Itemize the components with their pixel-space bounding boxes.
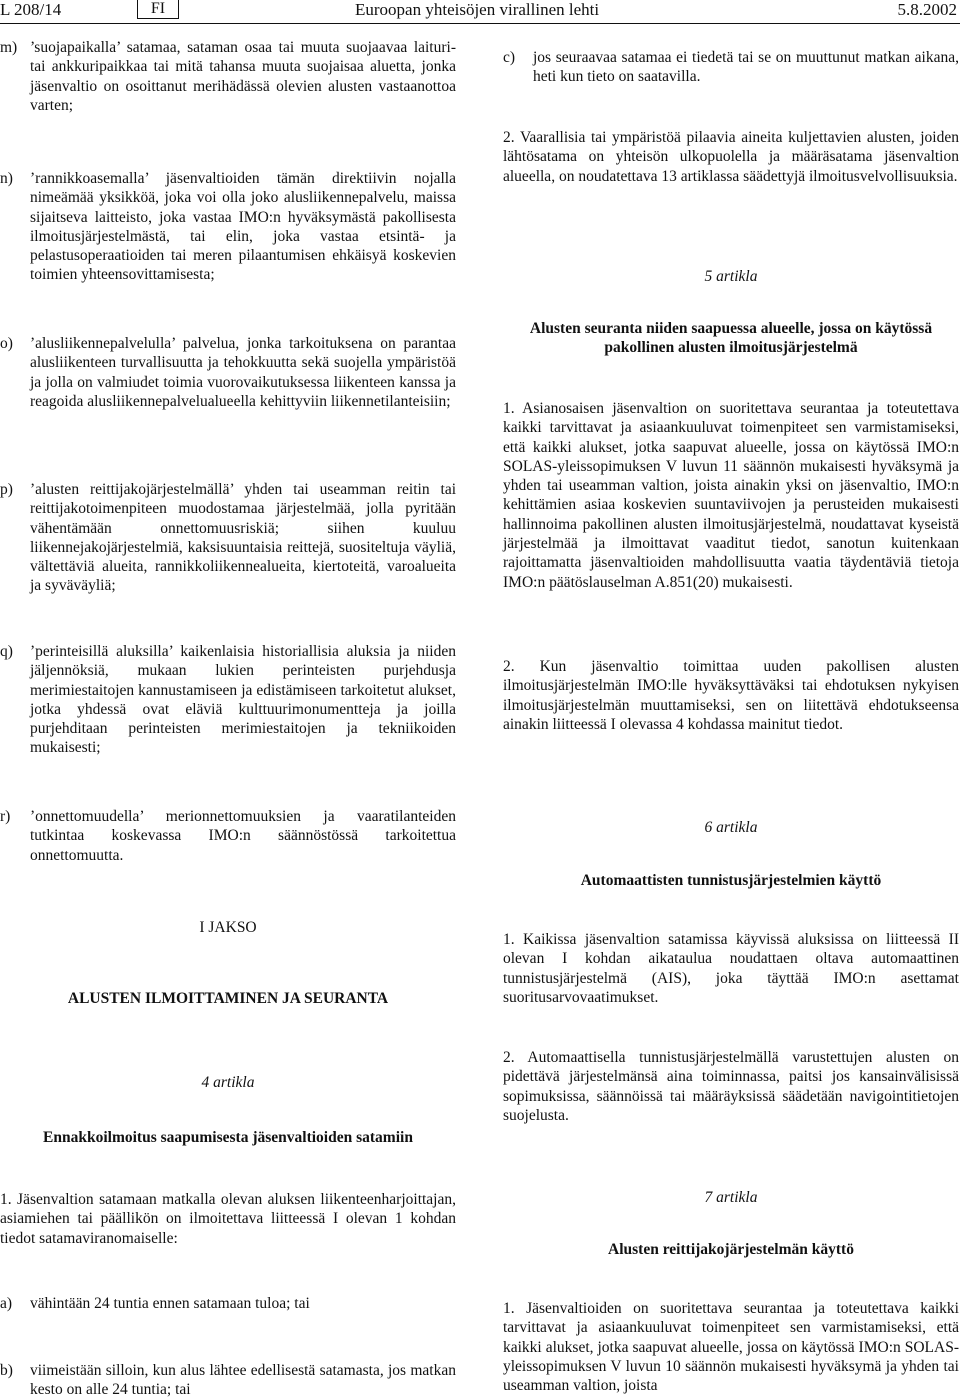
article-6-number: 6 artikla: [704, 819, 758, 836]
definition-r: [0, 807, 456, 865]
article-6-paragraph-1: 1. Kaikissa jäsenvaltion satamissa käyvissä aluksissa on liitteessä II olevan I kohdan aikataulua noudattaen oltava automaattinen tunnistusjärjestelmä (AIS), joka täyttää IMO:n asettamat suoritusarvovaatimukset.: [503, 931, 959, 1006]
item-label: r): [0, 808, 11, 825]
article-7-title: Alusten reittijakojärjestelmän käyttö: [608, 1241, 854, 1258]
left-column: [0, 38, 456, 1399]
item-label: b): [0, 1362, 13, 1379]
item-label: p): [0, 481, 13, 498]
item-text: ’alusten reittijakojärjestelmällä’ yhden tai useamman reitin tai reittijakotoimenpiteen muodostamaa järjestelmää, jolla pyritään vähentämään onnettomuusriskiä; siihen kuuluu liikennejakojärjestelmiä, kaksisuuntaisia reittejä, suositeltuja väyliä, vältettäviä alueita, rannikkoliikennealueita, kiertoteitä, varoalueita ja syväväyliä;: [30, 481, 456, 595]
language-box: FI: [137, 0, 179, 19]
list-item-a: [0, 1294, 456, 1313]
header-rule: [0, 23, 960, 24]
item-label: a): [0, 1295, 13, 1312]
article-5-number: 5 artikla: [704, 268, 758, 285]
article-4-paragraph-2: 2. Vaarallisia tai ympäristöä pilaavia aineita kuljettavien alusten, joiden lähtösatama on yhteisön ulkopuolella ja määräsatama jäsenvaltion alueella, on noudatettava 13 artiklassa säädettyjä ilmoitusvelvollisuuksia.: [503, 129, 959, 185]
item-text: ’rannikkoasemalla’ jäsenvaltioiden tämän direktiivin nojalla nimeämää yksikköä, joka voi olla joko alusliikennepalvelu, maissa sijaitseva laitteisto, joka vastaa IMO:n hyväksymästä pakollisesta ilmoitusjärjestelmästä, tai elin, joka vastaa etsintä- ja pelastusoperaatioiden tai meren pilaantumisen ehkäisyä koskevien toimien yhteensovittamisesta;: [30, 170, 456, 284]
item-text: viimeistään silloin, kun alus lähtee edellisestä satamasta, jos matkan kesto on alle 24 tuntia; tai: [30, 1362, 456, 1399]
article-4-number: 4 artikla: [201, 1074, 255, 1091]
item-text: jos seuraavaa satamaa ei tiedetä tai se on muuttunut matkan aikana, heti kun tieto on saatavilla.: [533, 49, 959, 86]
article-5-paragraph-2: 2. Kun jäsenvaltio toimittaa uuden pakollisen alusten ilmoitusjärjestelmän IMO:lle hyväksyttäväksi tai ehdotuksen nykyisen ilmoitusjärjestelmän muuttamiseksi, sen on liitettävä ehdotukseensa ainakin liitteessä I olevassa 4 kohdassa mainitut tiedot.: [503, 658, 959, 733]
article-7-paragraph-1: 1. Jäsenvaltioiden on suoritettava seurantaa ja toteutettava kaikki tarvittavat ja asiaankuuluvat toimenpiteet sen varmistamiseksi, että kaikki alukset, jotka saapuvat alueelle, jossa on käytössä IMO:n SOLAS-yleissopimuksen V luvun 10 säännön mukaisesti hyväksymä ja yhden tai useamman valtion, joista: [503, 1300, 959, 1395]
item-text: ’suojapaikalla’ satamaa, sataman osaa tai muuta suojaavaa laituri- tai ankkuripaikkaa tai mitä tahansa muuta suojaisaa aluetta, jonka jäsenvaltio on osoittanut merihädässä olevien alusten vastaanottoa varten;: [30, 39, 456, 114]
page-header: [0, 0, 960, 22]
section-title: ALUSTEN ILMOITTAMINEN JA SEURANTA: [67, 990, 389, 1007]
item-text: ’alusliikennepalvelulla’ palvelua, jonka tarkoituksena on parantaa alusliikenteen turvallisuutta ja tehokkuutta sekä suojella ympäristöä ja jolla on valmiudet toimia vuorovaikutuksessa liikenteen kanssa ja reagoida alusliikennepalvelualueella kehittyviin liikennetilanteisiin;: [30, 335, 456, 410]
item-text: ’onnettomuudella’ merionnettomuuksien ja vaaratilanteiden tutkintaa koskevassa IMO:n säännöstössä tarkoitettua onnettomuutta.: [30, 808, 456, 864]
item-label: n): [0, 170, 13, 187]
right-column: [503, 38, 959, 1399]
definition-q: [0, 642, 456, 758]
definition-n: [0, 169, 456, 285]
item-text: ’perinteisillä aluksilla’ kaikenlaisia historiallisia aluksia ja niiden jäljennöksiä, mukaan lukien perinteisten purjehdusja merimiestaitojen kannustamiseen ja edistämiseen tarkoitetut alukset, jotka yhdessä ovat eläviä kulttuurimonumentteja ja joilla purjehditaan perinteisten merimiestaitojen ja tekniikoiden mukaisesti;: [30, 643, 456, 757]
article-5-title: Alusten seuranta niiden saapuessa alueelle, jossa on käytössä pakollinen alusten ilmoitusjärjestelmä: [529, 320, 933, 357]
definition-m: [0, 38, 456, 115]
item-label: o): [0, 335, 13, 352]
page-reference: L 208/14: [0, 0, 62, 19]
article-4-title: Ennakkoilmoitus saapumisesta jäsenvaltioiden satamiin: [43, 1129, 413, 1146]
list-item-c: [503, 48, 959, 87]
list-item-b: [0, 1361, 456, 1400]
section-number: I JAKSO: [199, 919, 257, 936]
article-4-paragraph-1: 1. Jäsenvaltion satamaan matkalla olevan aluksen liikenteenharjoittajan, asiamiehen tai päällikön on ilmoitettava liitteessä I olevan 1 kohdan tiedot satamaviranomaiselle:: [0, 1191, 456, 1247]
item-label: m): [0, 39, 18, 56]
definition-p: [0, 480, 456, 596]
item-label: c): [503, 49, 516, 66]
journal-title: Euroopan yhteisöjen virallinen lehti: [355, 0, 600, 19]
article-6-paragraph-2: 2. Automaattisella tunnistusjärjestelmällä varustettujen alusten on pidettävä järjestelmänsä aina toiminnassa, paitsi jos kansainvälisissä sopimuksissa, säännöissä tai määräyksissä säädetään navigointitietojen suojelusta.: [503, 1049, 959, 1124]
article-6-title: Automaattisten tunnistusjärjestelmien käyttö: [580, 872, 882, 889]
item-label: q): [0, 643, 13, 660]
article-7-number: 7 artikla: [704, 1189, 758, 1206]
article-5-paragraph-1: 1. Asianosaisen jäsenvaltion on suoritettava seurantaa ja toteutettava kaikki tarvittavat ja asiaankuuluvat toimenpiteet sen varmistamiseksi, että kaikki alukset, jotka saapuvat alueelle, jossa on käytössä IMO:n SOLAS-yleissopimuksen V luvun 11 säännön mukaisesti hyväksymä ja yhden tai useamman valtion, joista ainakin yksi on jäsenvaltio, IMO:n kehittämien asiaa koskevien suuntaviivojen ja perusteiden mukaisesti hallinnoima pakollinen alusten ilmoitusjärjestelmä, noudattavat kyseistä järjestelmää ja ilmoittavat vaaditut tiedot, sanotun kuitenkaan rajoittamatta jäsenvaltioiden mahdollisuutta vaatia täydentäviä tietoja IMO:n päätöslauselman A.851(20) mukaisesti.: [503, 400, 959, 591]
publication-date: 5.8.2002: [897, 0, 957, 19]
definition-o: [0, 334, 456, 411]
item-text: vähintään 24 tuntia ennen satamaan tuloa; tai: [30, 1295, 310, 1312]
